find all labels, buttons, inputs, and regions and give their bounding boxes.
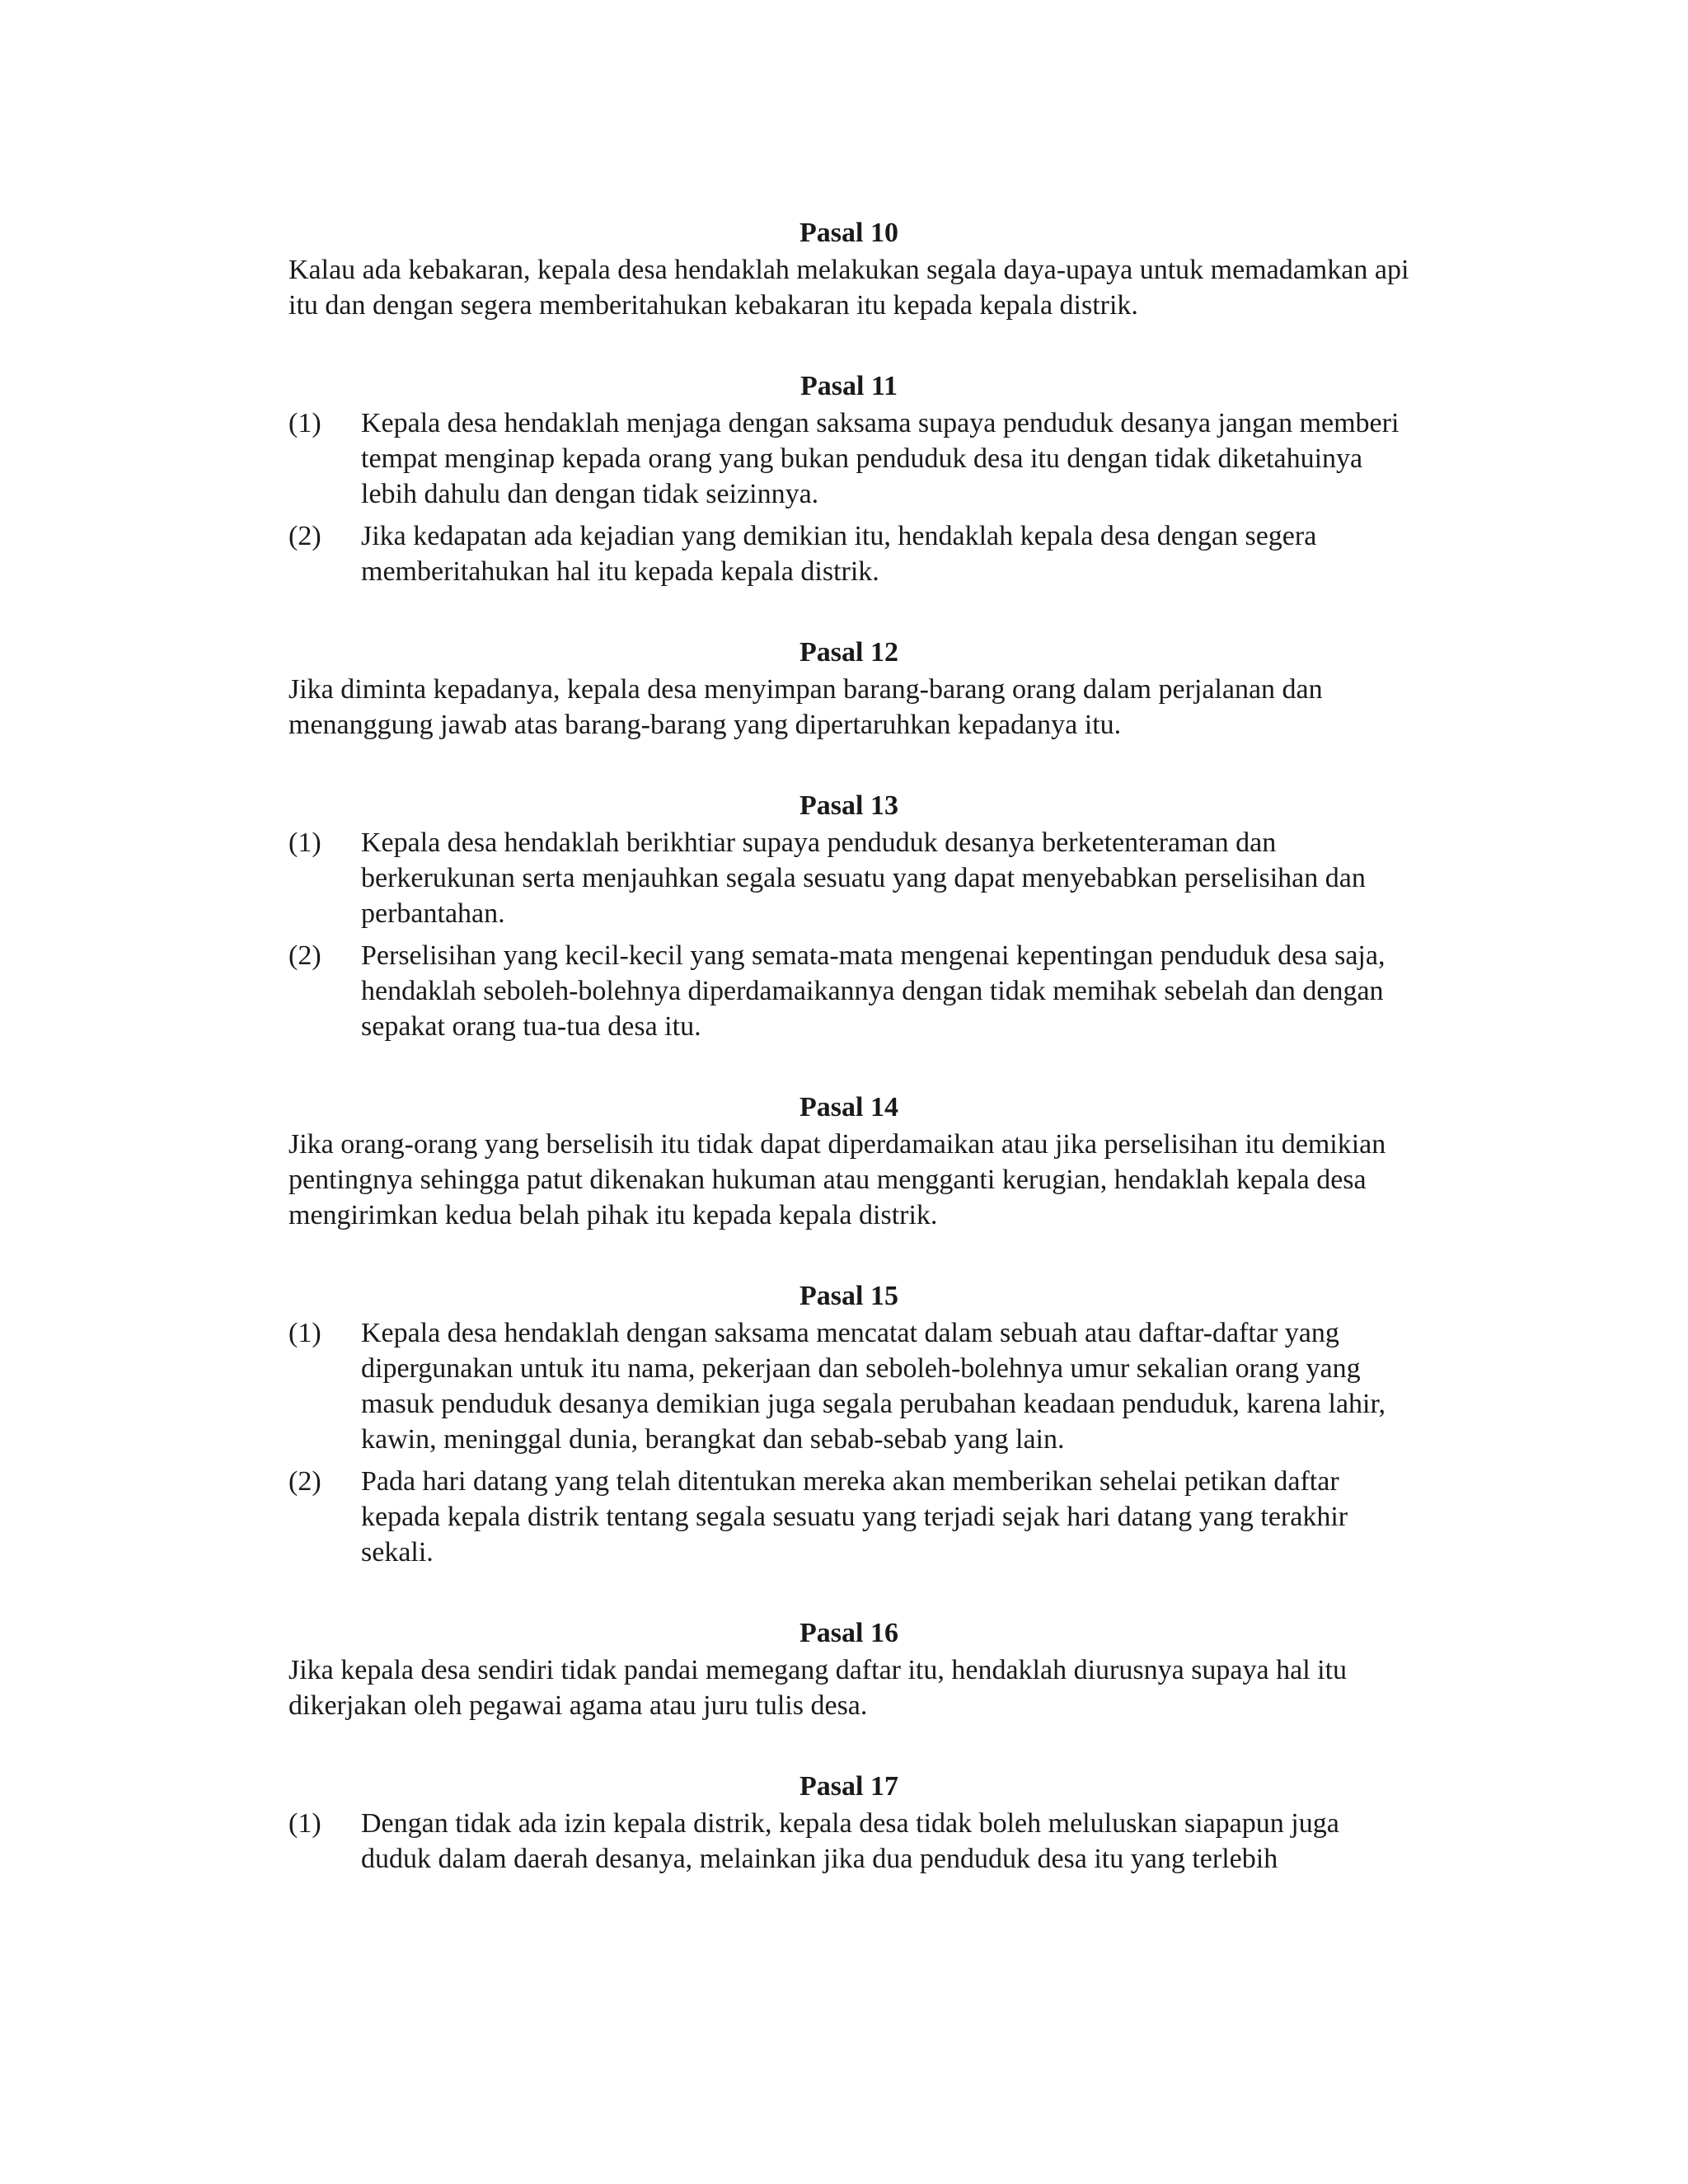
- article-pasal-12: [288, 635, 1409, 743]
- clause-number: (2): [288, 521, 321, 551]
- article-pasal-13: [288, 789, 1409, 1044]
- clause-text: Jika kedapatan ada kejadian yang demikian itu, hendaklah kepala desa dengan segera memberitahukan hal itu kepada kepala distrik.: [361, 521, 1317, 587]
- clause-text: Kepala desa hendaklah menjaga dengan saksama supaya penduduk desanya jangan memberi tempat menginap kepada orang yang bukan penduduk desa itu dengan tidak diketahuinya lebih dahulu dan dengan tidak seizinnya.: [361, 408, 1400, 509]
- clause-number: (2): [288, 940, 321, 971]
- article-pasal-14: [288, 1090, 1409, 1233]
- clause-number: (1): [288, 1318, 321, 1348]
- article-pasal-17: [288, 1769, 1409, 1877]
- article-heading: Pasal 10: [799, 218, 898, 248]
- article-heading: Pasal 16: [799, 1618, 898, 1648]
- clause-text: Kepala desa hendaklah dengan saksama mencatat dalam sebuah atau daftar-daftar yang dipergunakan untuk itu nama, pekerjaan dan seboleh-bolehnya umur sekalian orang yang masuk penduduk desanya demikian juga segala perubahan keadaan penduduk, karena lahir, kawin, meninggal dunia, berangkat dan sebab-sebab yang lain.: [361, 1318, 1386, 1455]
- article-heading: Pasal 17: [799, 1771, 898, 1802]
- document-page: [288, 216, 1409, 1923]
- article-pasal-11: [288, 369, 1409, 589]
- numbered-clause: [288, 1315, 1409, 1457]
- clause-text: Dengan tidak ada izin kepala distrik, kepala desa tidak boleh meluluskan siapapun juga duduk dalam daerah desanya, melainkan jika dua penduduk desa itu yang terlebih: [361, 1808, 1339, 1874]
- article-pasal-15: [288, 1279, 1409, 1570]
- clause-text: Pada hari datang yang telah ditentukan mereka akan memberikan sehelai petikan daftar kepada kepala distrik tentang segala sesuatu yang terjadi sejak hari datang yang terakhir sekali.: [361, 1466, 1348, 1568]
- clause-text: Kepala desa hendaklah berikhtiar supaya penduduk desanya berketenteraman dan berkerukunan serta menjauhkan segala sesuatu yang dapat menyebabkan perselisihan dan perbantahan.: [361, 827, 1366, 929]
- article-heading: Pasal 13: [799, 790, 898, 821]
- article-heading: Pasal 12: [799, 637, 898, 668]
- article-paragraph: Jika orang-orang yang berselisih itu tidak dapat diperdamaikan atau jika perselisihan itu demikian pentingnya sehingga patut dikenakan hukuman atau mengganti kerugian, hendaklah kepala desa mengirimkan kedua belah pihak itu kepada kepala distrik.: [288, 1129, 1386, 1230]
- clause-number: (1): [288, 1808, 321, 1839]
- numbered-clause: [288, 405, 1409, 512]
- article-paragraph: Jika kepala desa sendiri tidak pandai memegang daftar itu, hendaklah diurusnya supaya hal itu dikerjakan oleh pegawai agama atau juru tulis desa.: [288, 1655, 1348, 1721]
- article-heading: Pasal 14: [799, 1092, 898, 1122]
- article-pasal-16: [288, 1616, 1409, 1723]
- numbered-clause: [288, 518, 1409, 589]
- clause-number: (1): [288, 827, 321, 858]
- article-heading: Pasal 11: [799, 371, 898, 401]
- clause-text: Perselisihan yang kecil-kecil yang semata-mata mengenai kepentingan penduduk desa saja, hendaklah seboleh-bolehnya diperdamaikannya dengan tidak memihak sebelah dan dengan sepakat orang tua-tua desa itu.: [361, 940, 1386, 1042]
- numbered-clause: [288, 1464, 1409, 1570]
- clause-number: (1): [288, 408, 321, 438]
- numbered-clause: [288, 1806, 1409, 1877]
- article-paragraph: Jika diminta kepadanya, kepala desa menyimpan barang-barang orang dalam perjalanan dan menanggung jawab atas barang-barang yang dipertaruhkan kepadanya itu.: [288, 674, 1323, 740]
- article-heading: Pasal 15: [799, 1281, 898, 1311]
- article-pasal-10: [288, 216, 1409, 323]
- numbered-clause: [288, 938, 1409, 1044]
- article-paragraph: Kalau ada kebakaran, kepala desa hendaklah melakukan segala daya-upaya untuk memadamkan api itu dan dengan segera memberitahukan kebakaran itu kepada kepala distrik.: [288, 255, 1409, 321]
- numbered-clause: [288, 825, 1409, 931]
- clause-number: (2): [288, 1466, 321, 1497]
